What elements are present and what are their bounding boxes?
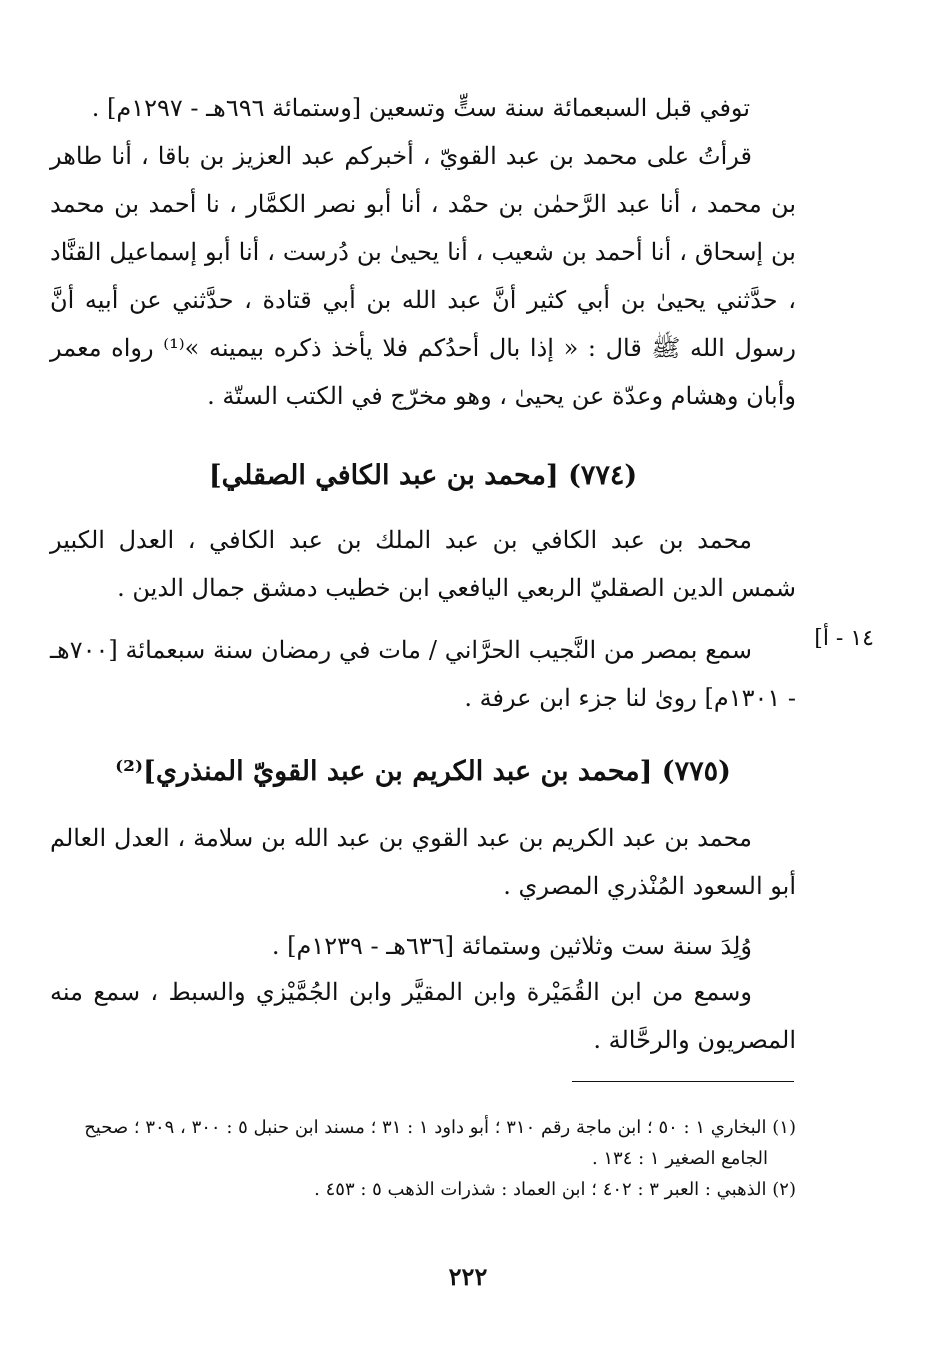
- hadith-paragraph: قرأتُ على محمد بن عبد القويّ ، أخبركم عبد العزيز بن باقا ، أنا طاهر بن محمد ، أنا عبد الرَّحمٰن بن حمْد ، أنا أبو نصر الكمَّار ، نا أحمد بن محمد بن إسحاق ، أنا أحمد بن شعيب ، أنا يحيىٰ بن دُرست ، أنا أبو إسماعيل القنَّاد ، حدَّثني يحيىٰ بن أبي كثير أنَّ عبد الله بن أبي قتادة ، حدَّثني عن أبيه أنَّ رسول الله ﷺ قال : « إذا بال أحدُكم فلا يأخذ ذكره بيمينه »⁽¹⁾ رواه معمر وأبان وهشام وعدّة عن يحيىٰ ، وهو مخرّج في الكتب الستّة .: [50, 142, 796, 410]
- footnote-1: (١) البخاري ١ : ٥٠ ؛ ابن ماجة رقم ٣١٠ ؛ أبو داود ١ : ٣١ ؛ مسند ابن حنبل ٥ : ٣٠٠ ، ٣٠٩ ؛ صحيح: [84, 1117, 796, 1138]
- death-date-text: توفي قبل السبعمائة سنة ستٍّ وتسعين [وستمائة ٦٩٦هـ - ١٢٩٧م] .: [91, 94, 750, 122]
- entry-775-birth: وُلِدَ سنة ست وثلاثين وستمائة [٦٣٦هـ - ١٢٣٩م] .: [271, 932, 752, 960]
- footnote-divider: [572, 1081, 794, 1082]
- page-number: ٢٢٢: [448, 1262, 488, 1291]
- entry-775-heading: (٧٧٥) [محمد بن عبد الكريم بن عبد القويّ المنذري]⁽²⁾: [115, 756, 731, 787]
- entry-775-biography: محمد بن عبد الكريم بن عبد القوي بن عبد الله بن سلامة ، العدل العالم أبو السعود المُنْذري المصري .: [50, 824, 796, 900]
- entry-775-teachers: وسمع من ابن القُمَيْرة وابن المقيَّر وابن الجُمَّيْزي والسبط ، سمع منه المصريون والرحَّالة .: [50, 978, 796, 1054]
- death-date-line: [50, 84, 796, 132]
- entry-774-heading: (٧٧٤) [محمد بن عبد الكافي الصقلي]: [208, 460, 638, 491]
- footnote-2: (٢) الذهبي : العبر ٣ : ٤٠٢ ؛ ابن العماد : شذرات الذهب ٥ : ٤٥٣ .: [314, 1179, 796, 1200]
- entry-774-hearing: سمع بمصر من النَّجيب الحرَّاني / مات في رمضان سنة سبعمائة [٧٠٠هـ - ١٣٠١م] روىٰ لنا جزء ابن عرفة .: [50, 636, 796, 712]
- footnotes: [50, 1112, 796, 1205]
- entry-774-biography: محمد بن عبد الكافي بن عبد الملك بن عبد الكافي ، العدل الكبير شمس الدين الصقليّ الربعي اليافعي ابن خطيب دمشق جمال الدين .: [50, 526, 796, 602]
- footnote-1-continuation: الجامع الصغير ١ : ١٣٤ .: [591, 1148, 768, 1169]
- manuscript-folio-marker: ١٤ - أ]: [814, 626, 874, 651]
